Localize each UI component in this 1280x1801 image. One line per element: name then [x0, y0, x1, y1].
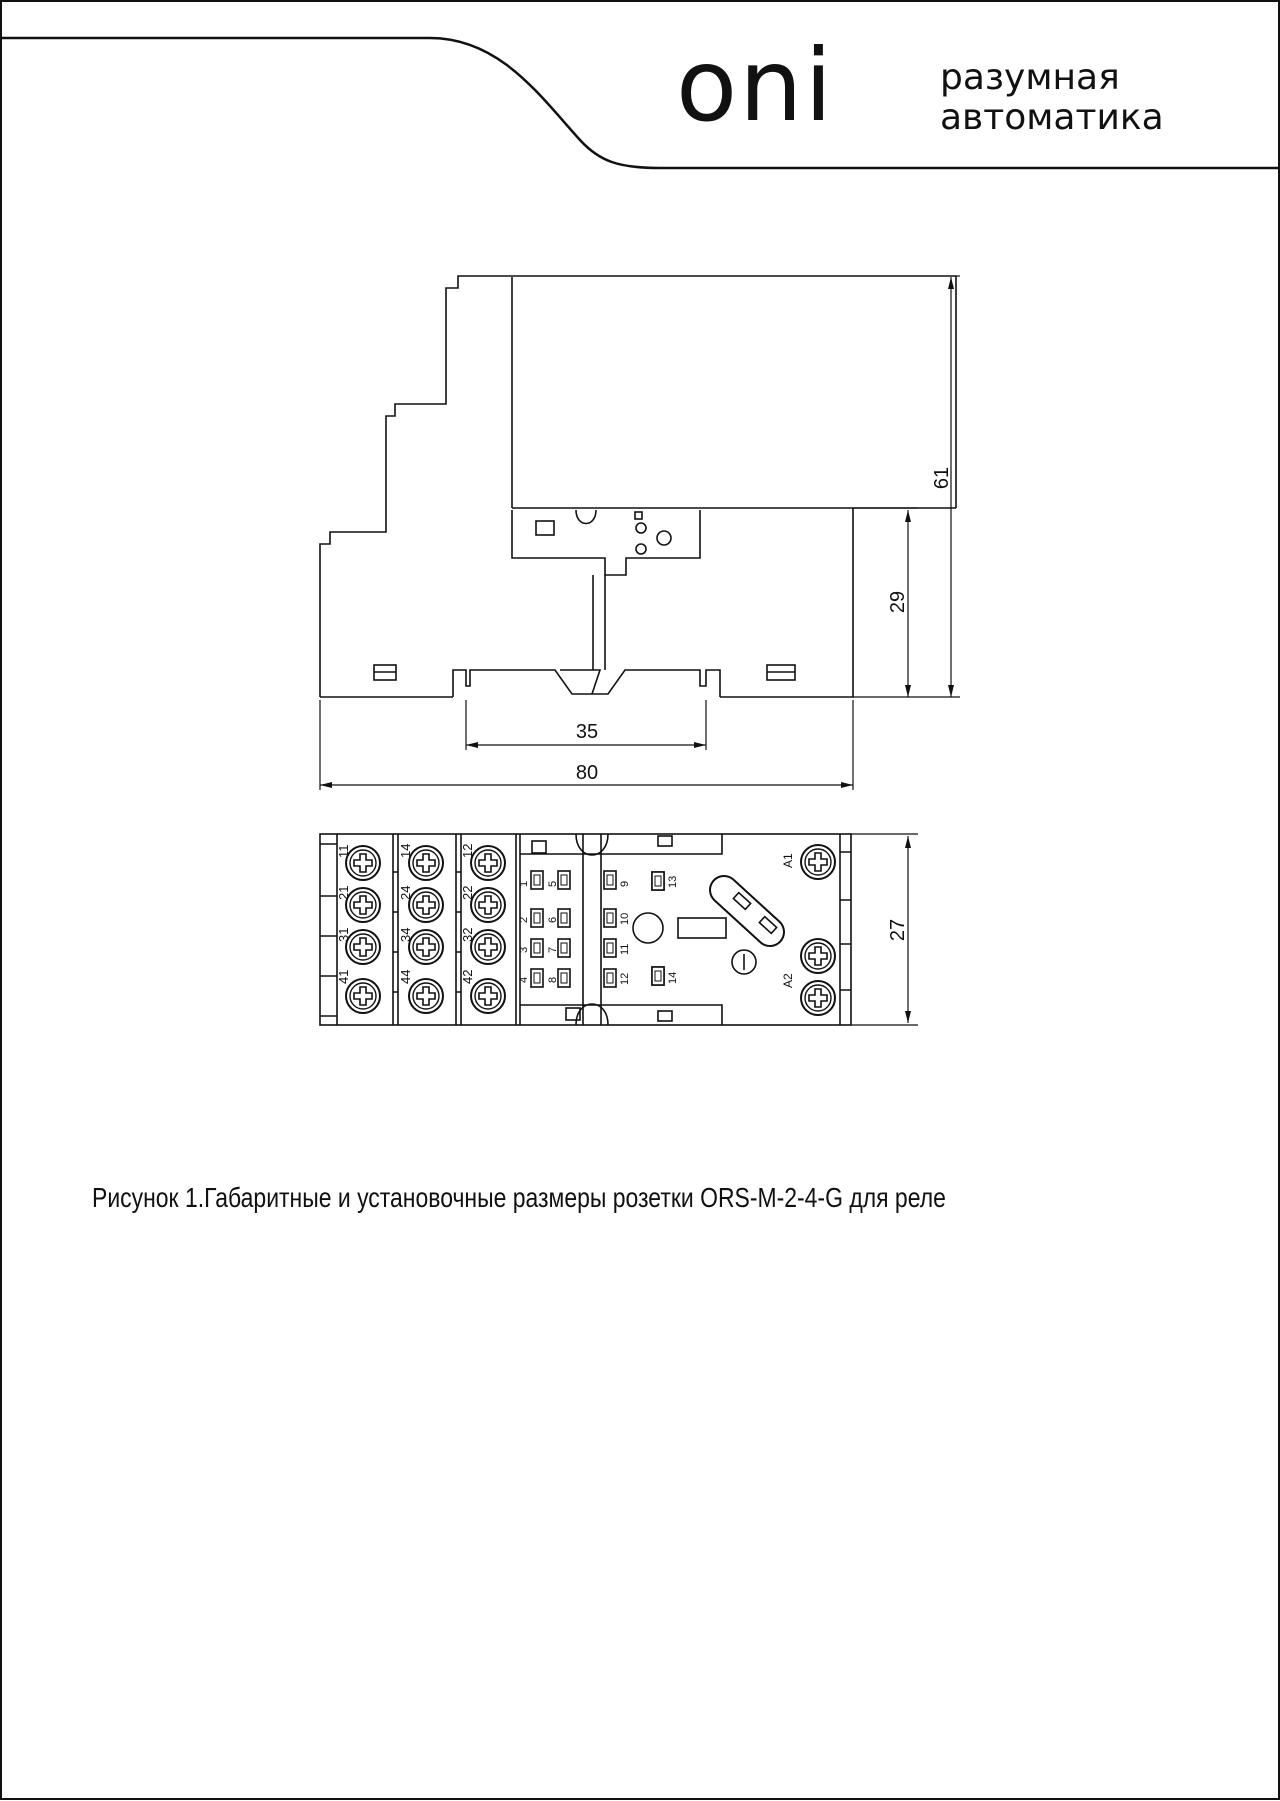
coil-pin-label-13: 13: [667, 875, 679, 888]
dim-socket-height: 29: [887, 590, 909, 614]
terminal-label-41: 41: [336, 969, 351, 984]
tagline-line-1: разумная: [940, 57, 1120, 98]
pin-label-4: 4: [518, 976, 530, 983]
pin-label-9: 9: [619, 880, 631, 887]
page-frame: [1, 1, 1279, 1799]
terminal-label-34: 34: [398, 927, 413, 942]
pin-label-3: 3: [518, 946, 530, 953]
coil-terminal-a1: A1: [781, 853, 795, 868]
terminal-label-44: 44: [398, 969, 413, 984]
pin-label-7: 7: [547, 946, 559, 953]
terminal-label-12: 12: [460, 843, 475, 858]
dim-total-width: 80: [575, 762, 599, 784]
pin-label-10: 10: [619, 912, 631, 925]
pin-label-5: 5: [547, 880, 559, 887]
pin-label-6: 6: [547, 916, 559, 923]
tagline-line-2: автоматика: [940, 97, 1164, 138]
figure-caption: Рисунок 1.Габаритные и установочные размеры розетки ORS-M-2-4-G для реле: [92, 1182, 946, 1213]
dim-total-height: 61: [931, 466, 953, 490]
dim-depth: 27: [887, 918, 909, 942]
contact-pins: [531, 871, 664, 987]
terminal-label-32: 32: [460, 927, 475, 942]
side-view: [320, 276, 956, 697]
dim-rail-width: 35: [575, 721, 599, 743]
pin-label-8: 8: [547, 976, 559, 983]
terminal-label-21: 21: [336, 885, 351, 900]
terminal-label-42: 42: [460, 969, 475, 984]
pin-label-12: 12: [619, 972, 631, 985]
coil-pin-label-14: 14: [667, 971, 679, 984]
brand-tagline: [940, 58, 1164, 138]
brand-logo: oni: [676, 27, 835, 144]
terminal-label-11: 11: [336, 844, 351, 858]
terminal-label-31: 31: [336, 927, 351, 942]
terminal-label-22: 22: [460, 885, 475, 900]
pin-label-1: 1: [518, 880, 530, 887]
coil-terminal-a2: A2: [781, 973, 795, 988]
terminal-label-14: 14: [398, 843, 413, 858]
pin-label-11: 11: [619, 943, 631, 955]
pin-label-2: 2: [518, 916, 530, 923]
terminal-label-24: 24: [398, 885, 413, 900]
